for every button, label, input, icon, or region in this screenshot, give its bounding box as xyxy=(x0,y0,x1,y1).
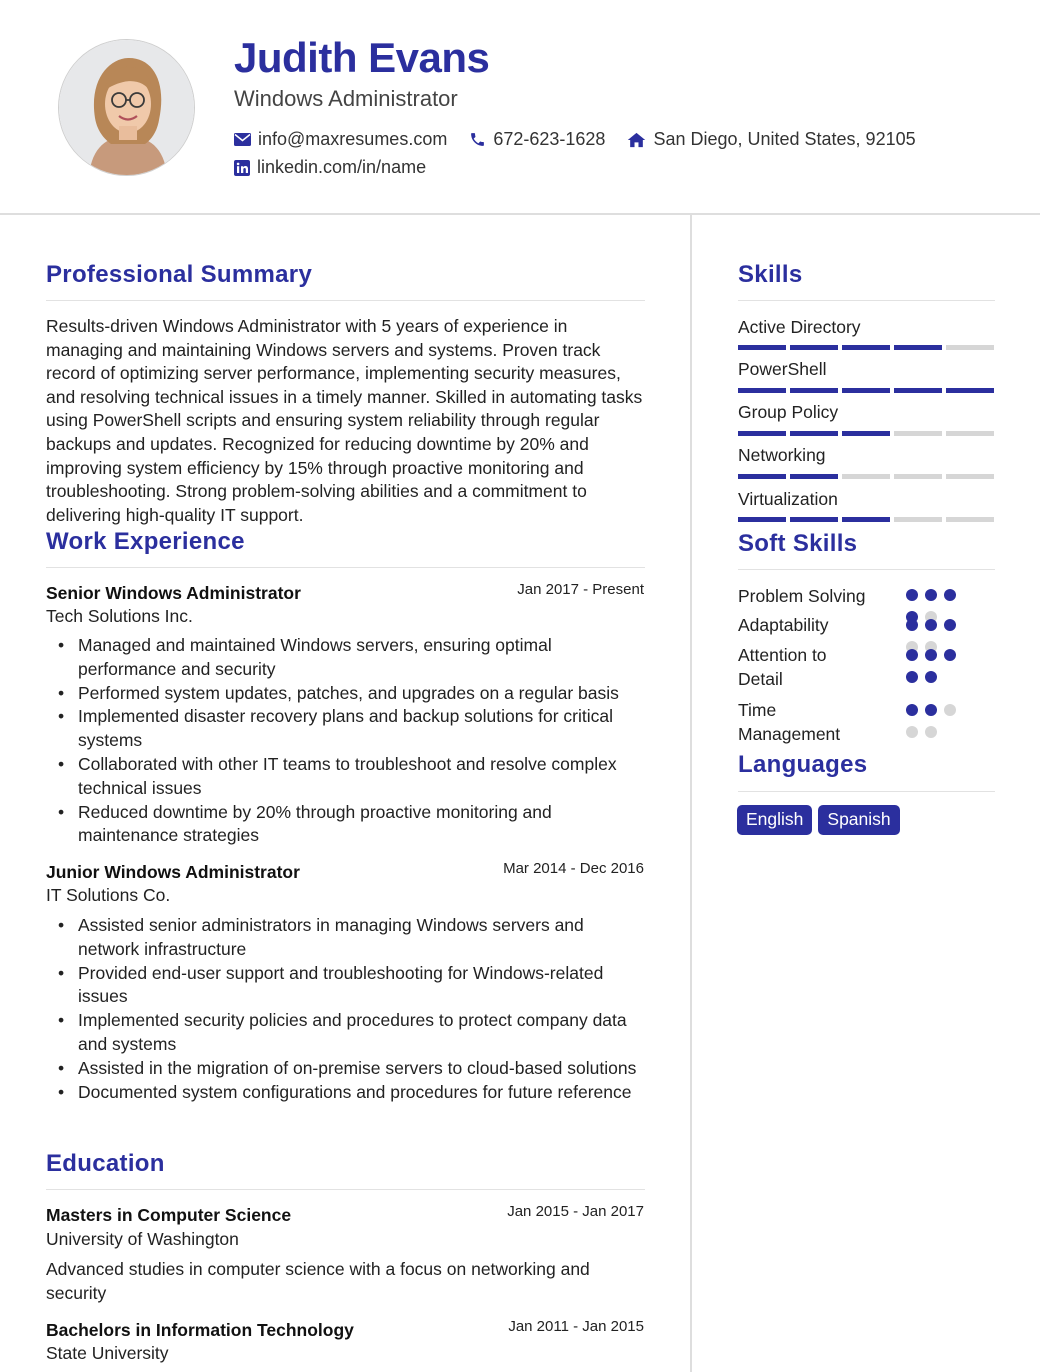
soft-skill-dot xyxy=(925,619,937,631)
degree-title: Bachelors in Information Technology xyxy=(46,1320,354,1340)
soft-skill-name: Adaptability xyxy=(738,615,829,635)
list-item: • Assisted senior administrators in managing Windows servers and network infrastructure xyxy=(46,914,646,962)
skills-heading: Skills xyxy=(738,261,803,288)
home-icon xyxy=(627,132,646,148)
list-item: • Reduced downtime by 20% through proactive monitoring and maintenance strategies xyxy=(46,801,646,849)
soft-skills-heading: Soft Skills xyxy=(738,530,858,557)
soft-skill-dot xyxy=(906,704,918,716)
contact-row-2 xyxy=(234,157,448,178)
candidate-title: Windows Administrator xyxy=(234,86,458,111)
skill-level-segment xyxy=(946,474,994,479)
skill-level-segment xyxy=(894,474,942,479)
education-date: Jan 2015 - Jan 2017 xyxy=(507,1203,644,1220)
skill-level-segment xyxy=(738,517,786,522)
summary-rule xyxy=(46,300,645,301)
soft-skill-dot xyxy=(906,589,918,601)
profile-photo-icon xyxy=(59,40,195,176)
skill-name: PowerShell xyxy=(738,359,827,379)
job-date: Mar 2014 - Dec 2016 xyxy=(503,860,644,877)
degree-title: Masters in Computer Science xyxy=(46,1205,292,1225)
soft-skill-dot xyxy=(944,589,956,601)
languages-heading: Languages xyxy=(738,751,868,778)
list-item: • Managed and maintained Windows servers, ensuring optimal performance and security xyxy=(46,634,646,682)
experience-rule xyxy=(46,567,645,568)
soft-skill-dot xyxy=(906,726,918,738)
soft-skill-dot xyxy=(925,589,937,601)
experience-heading: Work Experience xyxy=(46,528,245,555)
list-item: • Provided end-user support and troubleshooting for Windows-related issues xyxy=(46,962,646,1010)
school-name: University of Washington xyxy=(46,1229,239,1249)
skill-level-bar xyxy=(738,517,994,522)
job-date: Jan 2017 - Present xyxy=(517,581,644,598)
skill-level-segment xyxy=(946,388,994,393)
soft-skill-name: Attention to Detail xyxy=(738,645,827,689)
envelope-icon xyxy=(234,133,251,146)
soft-skill-dot xyxy=(944,619,956,631)
column-divider xyxy=(690,215,692,1372)
skill-level-segment xyxy=(790,474,838,479)
skills-rule xyxy=(738,300,995,301)
soft-skill-dot xyxy=(906,649,918,661)
resume-header xyxy=(0,0,1040,215)
job-company: Tech Solutions Inc. xyxy=(46,606,193,626)
summary-text: Results-driven Windows Administrator with 5 years of experience in managing and maintaining Windows servers and systems. Proven track record of optimizing server performance, implementing security measures, and resolving technical issues in a timely manner. Skilled in automating tasks using PowerShell scripts and ensuring system reliability through regular backups and updates. Recognized for reducing downtime by 20% and improving system efficiency by 15% through proactive monitoring and troubleshooting. Strong problem-solving abilities and a commitment to delivering high-quality IT support. xyxy=(46,316,643,525)
list-item: • Collaborated with other IT teams to troubleshoot and resolve complex technical issues xyxy=(46,753,646,801)
soft-skill-dot xyxy=(906,619,918,631)
soft-skill-dot xyxy=(925,726,937,738)
skill-level-segment xyxy=(894,431,942,436)
soft-skill-dot xyxy=(925,704,937,716)
summary-heading: Professional Summary xyxy=(46,261,313,288)
job-bullets xyxy=(46,634,646,848)
skill-level-bar xyxy=(738,345,994,350)
candidate-name: Judith Evans xyxy=(234,34,490,81)
avatar xyxy=(58,39,195,176)
school-name: State University xyxy=(46,1343,169,1363)
list-item: • Implemented disaster recovery plans and backup solutions for critical systems xyxy=(46,705,646,753)
soft-skill-dots xyxy=(906,704,976,748)
language-badge: English xyxy=(737,805,812,835)
skill-name: Networking xyxy=(738,445,826,465)
skill-level-bar xyxy=(738,388,994,393)
linkedin-text: linkedin.com/in/name xyxy=(257,157,427,177)
email-text: info@maxresumes.com xyxy=(258,129,448,149)
skill-level-segment xyxy=(894,388,942,393)
skill-level-segment xyxy=(946,431,994,436)
skill-level-segment xyxy=(946,345,994,350)
skill-level-segment xyxy=(842,474,890,479)
list-item: • Assisted in the migration of on-premise servers to cloud-based solutions xyxy=(46,1057,646,1081)
skill-level-segment xyxy=(894,345,942,350)
contact-location xyxy=(627,129,915,150)
soft-skill-dot xyxy=(925,671,937,683)
education-description: Advanced studies in computer science with a focus on networking and security xyxy=(46,1259,590,1303)
skill-level-segment xyxy=(790,517,838,522)
skill-name: Virtualization xyxy=(738,489,838,509)
contact-row-1 xyxy=(234,129,938,150)
skill-level-segment xyxy=(790,431,838,436)
soft-skill-dot xyxy=(944,649,956,661)
language-list xyxy=(737,805,900,835)
job-company: IT Solutions Co. xyxy=(46,885,171,905)
skill-level-segment xyxy=(738,431,786,436)
location-text: San Diego, United States, 92105 xyxy=(653,129,916,149)
soft-skill-dots xyxy=(906,649,976,693)
education-heading: Education xyxy=(46,1150,165,1177)
language-badge: Spanish xyxy=(818,805,899,835)
skill-level-segment xyxy=(842,388,890,393)
phone-text: 672-623-1628 xyxy=(493,129,606,149)
contact-linkedin[interactable] xyxy=(234,157,426,178)
list-item: • Performed system updates, patches, and upgrades on a regular basis xyxy=(46,682,646,706)
skill-level-segment xyxy=(738,474,786,479)
contact-email[interactable] xyxy=(234,129,447,150)
skill-name: Group Policy xyxy=(738,402,839,422)
soft-skill-dot xyxy=(925,649,937,661)
job-bullets xyxy=(46,914,646,1104)
soft-skill-dot xyxy=(906,671,918,683)
job-title: Junior Windows Administrator xyxy=(46,862,300,882)
list-item: • Implemented security policies and procedures to protect company data and systems xyxy=(46,1009,646,1057)
soft-skills-rule xyxy=(738,569,995,570)
skill-level-segment xyxy=(842,431,890,436)
education-rule xyxy=(46,1189,645,1190)
skill-level-segment xyxy=(842,517,890,522)
skill-level-segment xyxy=(946,517,994,522)
skill-level-bar xyxy=(738,431,994,436)
skill-level-bar xyxy=(738,474,994,479)
skill-level-segment xyxy=(738,388,786,393)
list-item: • Documented system configurations and procedures for future reference xyxy=(46,1081,646,1105)
skill-level-segment xyxy=(894,517,942,522)
soft-skill-name: Problem Solving xyxy=(738,586,866,606)
linkedin-icon xyxy=(234,160,250,176)
phone-icon xyxy=(469,131,486,148)
education-date: Jan 2011 - Jan 2015 xyxy=(508,1318,644,1335)
languages-rule xyxy=(738,791,995,792)
skill-level-segment xyxy=(842,345,890,350)
skill-level-segment xyxy=(738,345,786,350)
skill-level-segment xyxy=(790,388,838,393)
soft-skill-dot xyxy=(944,704,956,716)
job-title: Senior Windows Administrator xyxy=(46,583,301,603)
contact-phone[interactable] xyxy=(469,129,605,150)
skill-level-segment xyxy=(790,345,838,350)
soft-skill-name: Time Management xyxy=(738,700,841,744)
skill-name: Active Directory xyxy=(738,317,861,337)
